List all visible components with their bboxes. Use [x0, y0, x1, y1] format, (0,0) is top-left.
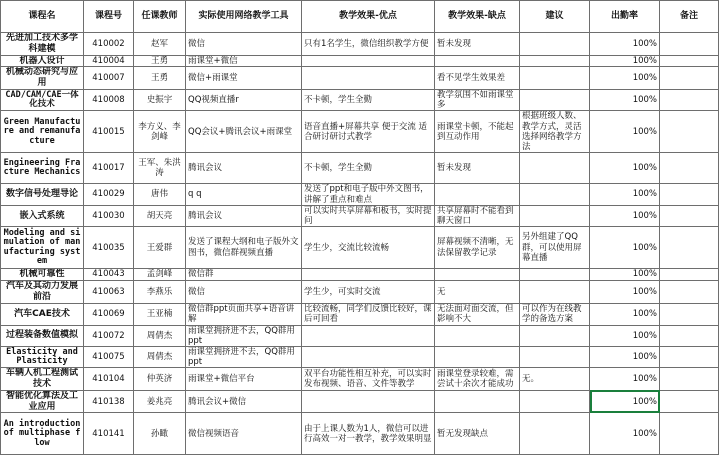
- cell-course-id[interactable]: 410030: [84, 205, 134, 226]
- cell-pros[interactable]: 发送了ppt和电子版中外文图书，讲解了重点和难点: [302, 184, 435, 205]
- cell-teacher[interactable]: 王勇: [134, 67, 186, 90]
- cell-suggestion[interactable]: [520, 55, 590, 67]
- cell-teacher[interactable]: 孟剑峰: [134, 269, 186, 281]
- cell-pros[interactable]: [302, 67, 435, 90]
- cell-suggestion[interactable]: [520, 280, 590, 303]
- table-row: [1, 390, 719, 413]
- cell-cons[interactable]: 雨课堂卡顿，不能起到互动作用: [435, 111, 520, 153]
- cell-course-id[interactable]: 410008: [84, 89, 134, 110]
- cell-note[interactable]: [660, 269, 719, 281]
- cell-note[interactable]: [660, 89, 719, 110]
- cell-suggestion[interactable]: [520, 413, 590, 455]
- cell-course-id[interactable]: 410007: [84, 67, 134, 90]
- cell-cons[interactable]: 看不见学生效果差: [435, 67, 520, 90]
- cell-course-id[interactable]: 410002: [84, 33, 134, 56]
- cell-attendance[interactable]: 100%: [590, 303, 660, 325]
- cell-attendance[interactable]: 100%: [590, 205, 660, 226]
- cell-course-id[interactable]: 410035: [84, 227, 134, 269]
- cell-tool[interactable]: 微信: [186, 280, 302, 303]
- cell-cons[interactable]: 共享屏幕时不能看到聊天窗口: [435, 205, 520, 226]
- cell-course-id[interactable]: 410063: [84, 280, 134, 303]
- table-row: [1, 346, 719, 367]
- cell-suggestion[interactable]: [520, 325, 590, 346]
- cell-pros[interactable]: [302, 346, 435, 367]
- header-course-name[interactable]: 课程名: [1, 1, 84, 33]
- cell-attendance[interactable]: 100%: [590, 89, 660, 110]
- cell-teacher[interactable]: 王勇: [134, 55, 186, 67]
- cell-attendance[interactable]: 100%: [590, 227, 660, 269]
- cell-pros[interactable]: 学生少，可实时交流: [302, 280, 435, 303]
- cell-course-name[interactable]: CAD/CAM/CAE一体化技术: [1, 89, 84, 110]
- cell-tool[interactable]: 雨课堂拥挤进不去，QQ群用ppt: [186, 325, 302, 346]
- cell-note[interactable]: [660, 184, 719, 205]
- cell-cons[interactable]: [435, 346, 520, 367]
- cell-tool[interactable]: q q: [186, 184, 302, 205]
- cell-course-name[interactable]: Elasticity and Plasticity: [1, 346, 84, 367]
- header-tool[interactable]: 实际使用网络教学工具: [186, 1, 302, 33]
- cell-course-name[interactable]: Engineering Fracture Mechanics: [1, 153, 84, 184]
- cell-note[interactable]: [660, 153, 719, 184]
- cell-tool[interactable]: 雨课堂+微信平台: [186, 368, 302, 391]
- cell-teacher[interactable]: 史振宇: [134, 89, 186, 110]
- cell-course-name[interactable]: 机器人设计: [1, 55, 84, 67]
- cell-teacher[interactable]: 胡天亮: [134, 205, 186, 226]
- cell-course-name[interactable]: 数字信号处理导论: [1, 184, 84, 205]
- cell-note[interactable]: [660, 413, 719, 455]
- cell-cons[interactable]: [435, 55, 520, 67]
- cell-teacher[interactable]: 王军、朱洪涛: [134, 153, 186, 184]
- cell-pros[interactable]: [302, 325, 435, 346]
- cell-note[interactable]: [660, 390, 719, 413]
- header-pros[interactable]: 教学效果-优点: [302, 1, 435, 33]
- cell-cons[interactable]: [435, 184, 520, 205]
- cell-course-id[interactable]: 410138: [84, 390, 134, 413]
- cell-cons[interactable]: 教学氛围不如雨课堂多: [435, 89, 520, 110]
- cell-tool[interactable]: QQ视频直播r: [186, 89, 302, 110]
- cell-course-name[interactable]: 先进加工技术多学科建模: [1, 33, 84, 56]
- cell-pros[interactable]: 不卡顿，学生全勤: [302, 153, 435, 184]
- cell-attendance[interactable]: 100%: [590, 111, 660, 153]
- table-row: [1, 280, 719, 303]
- table-row: [1, 325, 719, 346]
- cell-note[interactable]: [660, 111, 719, 153]
- cell-course-id[interactable]: 410043: [84, 269, 134, 281]
- cell-cons[interactable]: 无法面对面交流，但影响不大: [435, 303, 520, 325]
- cell-cons[interactable]: 暂未发现: [435, 153, 520, 184]
- cell-tool[interactable]: QQ会议+腾讯会议+雨课堂: [186, 111, 302, 153]
- cell-attendance[interactable]: 100%: [590, 33, 660, 56]
- table-row: [1, 89, 719, 110]
- cell-course-name[interactable]: 过程装备数值模拟: [1, 325, 84, 346]
- cell-course-id[interactable]: 410015: [84, 111, 134, 153]
- cell-course-id[interactable]: 410141: [84, 413, 134, 455]
- cell-attendance[interactable]: 100%: [590, 325, 660, 346]
- cell-course-name[interactable]: 车辆人机工程测试技术: [1, 368, 84, 391]
- cell-course-name[interactable]: An introduction of multiphase flow: [1, 413, 84, 455]
- cell-teacher[interactable]: 周倩杰: [134, 346, 186, 367]
- table-row: [1, 153, 719, 184]
- cell-note[interactable]: [660, 205, 719, 226]
- cell-teacher[interactable]: 仲英济: [134, 368, 186, 391]
- cell-pros[interactable]: 可以实时共享屏幕和板书，实时提问: [302, 205, 435, 226]
- cell-teacher[interactable]: 唐伟: [134, 184, 186, 205]
- table-row: [1, 33, 719, 56]
- cell-attendance[interactable]: 100%: [590, 269, 660, 281]
- cell-course-name[interactable]: 机械动态研究与应用: [1, 67, 84, 90]
- header-row: [1, 1, 719, 33]
- table-row: [1, 184, 719, 205]
- cell-pros[interactable]: 比较流畅，同学们反馈比较好，课后可回看: [302, 303, 435, 325]
- cell-suggestion[interactable]: [520, 205, 590, 226]
- cell-teacher[interactable]: 王亚楠: [134, 303, 186, 325]
- table-row: [1, 413, 719, 455]
- table-row: [1, 55, 719, 67]
- cell-note[interactable]: [660, 368, 719, 391]
- cell-course-id[interactable]: 410104: [84, 368, 134, 391]
- cell-attendance[interactable]: 100%: [590, 153, 660, 184]
- header-cons[interactable]: 教学效果-缺点: [435, 1, 520, 33]
- table-row: [1, 67, 719, 90]
- cell-cons[interactable]: 无: [435, 280, 520, 303]
- header-note[interactable]: 备注: [660, 1, 719, 33]
- header-teacher[interactable]: 任课教师: [134, 1, 186, 33]
- cell-course-id[interactable]: 410072: [84, 325, 134, 346]
- cell-course-name[interactable]: 汽车及其动力发展前沿: [1, 280, 84, 303]
- table-body: [1, 33, 719, 455]
- cell-tool[interactable]: 微信视频语音: [186, 413, 302, 455]
- cell-course-id[interactable]: 410075: [84, 346, 134, 367]
- cell-pros[interactable]: 只有1名学生，微信组织教学方便: [302, 33, 435, 56]
- cell-tool[interactable]: 微信+雨课堂: [186, 67, 302, 90]
- cell-cons[interactable]: [435, 269, 520, 281]
- cell-note[interactable]: [660, 55, 719, 67]
- cell-note[interactable]: [660, 325, 719, 346]
- cell-tool[interactable]: 微信: [186, 33, 302, 56]
- cell-pros[interactable]: 不卡顿，学生全勤: [302, 89, 435, 110]
- cell-course-name[interactable]: 机械可靠性: [1, 269, 84, 281]
- cell-pros[interactable]: [302, 55, 435, 67]
- cell-pros[interactable]: 学生少，交流比较流畅: [302, 227, 435, 269]
- header-attendance[interactable]: 出勤率: [590, 1, 660, 33]
- cell-cons[interactable]: [435, 325, 520, 346]
- cell-suggestion[interactable]: [520, 67, 590, 90]
- cell-attendance[interactable]: 100%: [590, 390, 660, 413]
- table-row: [1, 205, 719, 226]
- cell-tool[interactable]: 微信群: [186, 269, 302, 281]
- cell-course-name[interactable]: Modeling and simulation of manufacturing system: [1, 227, 84, 269]
- cell-course-id[interactable]: 410004: [84, 55, 134, 67]
- cell-suggestion[interactable]: [520, 153, 590, 184]
- cell-course-name[interactable]: 嵌入式系统: [1, 205, 84, 226]
- header-course-id[interactable]: 课程号: [84, 1, 134, 33]
- cell-tool[interactable]: 腾讯会议+微信: [186, 390, 302, 413]
- cell-suggestion[interactable]: [520, 269, 590, 281]
- cell-tool[interactable]: 雨课堂+微信: [186, 55, 302, 67]
- cell-suggestion[interactable]: [520, 346, 590, 367]
- cell-cons[interactable]: 暂无发现缺点: [435, 413, 520, 455]
- cell-note[interactable]: [660, 346, 719, 367]
- cell-tool[interactable]: 腾讯会议: [186, 153, 302, 184]
- cell-tool[interactable]: 发送了课程大纲和电子版外文图书，微信群视频直播: [186, 227, 302, 269]
- cell-cons[interactable]: 暂未发现: [435, 33, 520, 56]
- cell-note[interactable]: [660, 303, 719, 325]
- table-row: [1, 111, 719, 153]
- cell-teacher[interactable]: 李方义、李剑峰: [134, 111, 186, 153]
- cell-pros[interactable]: [302, 269, 435, 281]
- table-row: [1, 368, 719, 391]
- cell-suggestion[interactable]: [520, 184, 590, 205]
- cell-attendance[interactable]: 100%: [590, 184, 660, 205]
- cell-pros[interactable]: 由于上课人数为1人，微信可以进行高效一对一教学，教学效果明显: [302, 413, 435, 455]
- table-row: [1, 269, 719, 281]
- cell-course-name[interactable]: 汽车CAE技术: [1, 303, 84, 325]
- cell-suggestion[interactable]: 另外组建了QQ群，可以使用屏幕直播: [520, 227, 590, 269]
- cell-cons[interactable]: [435, 390, 520, 413]
- table-row: [1, 227, 719, 269]
- cell-suggestion[interactable]: [520, 89, 590, 110]
- cell-course-name[interactable]: 智能优化算法及工业应用: [1, 390, 84, 413]
- cell-attendance[interactable]: 100%: [590, 67, 660, 90]
- cell-course-id[interactable]: 410069: [84, 303, 134, 325]
- cell-teacher[interactable]: 赵军: [134, 33, 186, 56]
- cell-teacher[interactable]: 周倩杰: [134, 325, 186, 346]
- cell-attendance[interactable]: 100%: [590, 55, 660, 67]
- cell-cons[interactable]: 屏幕视频不清晰，无法保留教学记录: [435, 227, 520, 269]
- cell-suggestion[interactable]: 可以作为在线教学的备选方案: [520, 303, 590, 325]
- cell-suggestion[interactable]: [520, 390, 590, 413]
- table-row: [1, 303, 719, 325]
- cell-pros[interactable]: 双平台功能性相互补充，可以实时发布视频、语音、文件等教学: [302, 368, 435, 391]
- cell-teacher[interactable]: 李燕乐: [134, 280, 186, 303]
- cell-pros[interactable]: [302, 390, 435, 413]
- cell-teacher[interactable]: 孙瞰: [134, 413, 186, 455]
- cell-attendance[interactable]: 100%: [590, 280, 660, 303]
- header-suggestion[interactable]: 建议: [520, 1, 590, 33]
- cell-pros[interactable]: 语音直播+屏幕共享 便于交流 适合研讨研讨式教学: [302, 111, 435, 153]
- cell-tool[interactable]: 雨课堂拥挤进不去，QQ群用ppt: [186, 346, 302, 367]
- cell-teacher[interactable]: 姜兆亮: [134, 390, 186, 413]
- cell-note[interactable]: [660, 33, 719, 56]
- cell-note[interactable]: [660, 227, 719, 269]
- cell-course-name[interactable]: Green Manufacture and remanufacture: [1, 111, 84, 153]
- cell-cons[interactable]: 雨课堂登录较难，需尝试十余次才能成功: [435, 368, 520, 391]
- cell-course-id[interactable]: 410029: [84, 184, 134, 205]
- cell-note[interactable]: [660, 280, 719, 303]
- cell-attendance[interactable]: 100%: [590, 413, 660, 455]
- cell-attendance[interactable]: 100%: [590, 346, 660, 367]
- cell-course-id[interactable]: 410017: [84, 153, 134, 184]
- cell-tool[interactable]: 微信群ppt页面共享+语音讲解: [186, 303, 302, 325]
- cell-suggestion[interactable]: [520, 33, 590, 56]
- cell-teacher[interactable]: 王爱群: [134, 227, 186, 269]
- cell-suggestion[interactable]: 根据班级人数、教学方式，灵活选择网络教学方法: [520, 111, 590, 153]
- cell-tool[interactable]: 腾讯会议: [186, 205, 302, 226]
- cell-attendance[interactable]: 100%: [590, 368, 660, 391]
- cell-note[interactable]: [660, 67, 719, 90]
- cell-suggestion[interactable]: 无。: [520, 368, 590, 391]
